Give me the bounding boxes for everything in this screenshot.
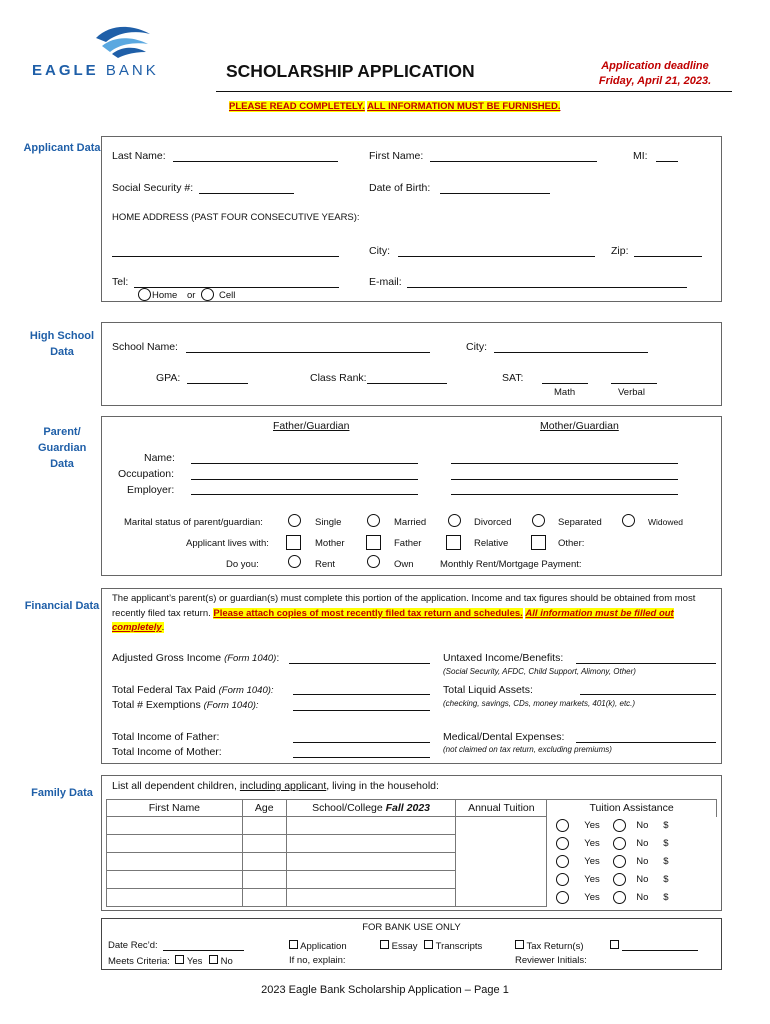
liquid-assets-field[interactable] <box>580 694 716 695</box>
lives-with-other-checkbox[interactable] <box>531 535 546 550</box>
separated-radio[interactable] <box>532 514 545 527</box>
agi-label <box>112 652 279 664</box>
mother-employer-field[interactable] <box>451 494 678 495</box>
own-radio[interactable] <box>367 555 380 568</box>
row5-school-cell[interactable] <box>286 889 456 907</box>
row3-yes-label: Yes <box>584 855 600 867</box>
parent-box <box>101 416 722 576</box>
row4-tuition-cell[interactable] <box>456 871 547 889</box>
lives-with-relative-label: Relative <box>474 538 509 549</box>
medical-field[interactable] <box>576 742 716 743</box>
row4-first-name-cell[interactable] <box>107 871 243 889</box>
ssn-field[interactable] <box>199 193 294 194</box>
section-title-financial: Financial Data <box>24 600 100 612</box>
col-school <box>286 800 456 817</box>
ssn-label: Social Security #: <box>112 182 194 194</box>
row5-yes-label: Yes <box>584 891 600 903</box>
tel-field[interactable] <box>134 287 339 288</box>
row2-school-cell[interactable] <box>286 835 456 853</box>
father-employer-field[interactable] <box>191 494 418 495</box>
tax-returns-check-row <box>515 940 583 952</box>
meets-criteria-row <box>108 955 233 967</box>
class-rank-field[interactable] <box>367 383 447 384</box>
divorced-radio[interactable] <box>448 514 461 527</box>
rent-radio[interactable] <box>288 555 301 568</box>
row4-yes-radio[interactable] <box>556 873 569 886</box>
liquid-assets-note: (checking, savings, CDs, money markets, 401(k), etc.) <box>443 699 636 708</box>
meets-yes-label: Yes <box>186 956 203 967</box>
family-intro-a: List all dependent children, <box>112 780 237 792</box>
cell-label: Cell <box>219 290 236 301</box>
fed-tax-field[interactable] <box>293 694 430 695</box>
home-phone-radio[interactable] <box>138 288 151 301</box>
row3-first-name-cell[interactable] <box>107 853 243 871</box>
tax-returns-label: Tax Return(s) <box>526 941 584 952</box>
notice-part2: ALL INFORMATION MUST BE FURNISHED. <box>367 101 561 112</box>
family-intro-b: , living in the household: <box>326 780 439 792</box>
own-label: Own <box>394 559 414 570</box>
mother-occupation-field[interactable] <box>451 479 678 480</box>
header-rule <box>216 91 732 92</box>
if-no-explain-label: If no, explain: <box>289 955 346 966</box>
untaxed-note: (Social Security, AFDC, Child Support, Alimony, Other) <box>443 667 636 676</box>
dob-field[interactable] <box>440 193 550 194</box>
financial-intro-end: . <box>161 622 165 633</box>
occupation-label: Occupation: <box>118 468 175 480</box>
row2-age-cell[interactable] <box>242 835 286 853</box>
agi-colon: : <box>276 652 280 664</box>
row5-no-label: No <box>636 891 649 903</box>
row5-tuition-cell[interactable] <box>456 889 547 907</box>
father-name-field[interactable] <box>191 463 418 464</box>
first-name-label: First Name: <box>369 150 424 162</box>
row2-yes-label: Yes <box>584 837 600 849</box>
table-row <box>107 853 717 871</box>
lives-with-label: Applicant lives with: <box>186 538 269 549</box>
lives-with-father-label: Father <box>394 538 422 549</box>
row5-assistance-cell <box>547 889 717 907</box>
widowed-label: Widowed <box>648 517 683 527</box>
other-doc-field[interactable] <box>622 950 698 951</box>
essay-checkbox[interactable] <box>380 940 389 949</box>
meets-criteria-label: Meets Criteria: <box>108 956 170 967</box>
family-intro <box>112 780 439 792</box>
table-row <box>107 871 717 889</box>
tel-label: Tel: <box>112 276 129 288</box>
row2-assistance-cell <box>547 835 717 853</box>
last-name-label: Last Name: <box>112 150 166 162</box>
untaxed-label: Untaxed Income/Benefits: <box>443 652 564 664</box>
row4-age-cell[interactable] <box>242 871 286 889</box>
exemptions-text: Total # Exemptions <box>112 699 201 711</box>
hs-city-label: City: <box>466 341 487 353</box>
gpa-field[interactable] <box>187 383 248 384</box>
monthly-payment-label: Monthly Rent/Mortgage Payment: <box>440 559 582 570</box>
section-title-parent: Parent/ Guardian Data <box>38 426 87 470</box>
row1-no-label: No <box>636 819 649 831</box>
mi-field[interactable] <box>656 161 678 162</box>
last-name-field[interactable] <box>173 161 338 162</box>
class-rank-label: Class Rank: <box>310 372 367 384</box>
income-mother-field[interactable] <box>293 757 430 758</box>
math-label: Math <box>554 387 576 398</box>
other-doc-checkbox[interactable] <box>610 940 619 949</box>
row5-age-cell[interactable] <box>242 889 286 907</box>
deadline-line2: Friday, April 21, 2023. <box>598 75 712 87</box>
single-radio[interactable] <box>288 514 301 527</box>
col-school-label: School/College <box>312 802 383 814</box>
lives-with-father-checkbox[interactable] <box>366 535 381 550</box>
section-title-high-school: High School Data <box>29 330 95 358</box>
row4-school-cell[interactable] <box>286 871 456 889</box>
row5-dollar-label: $ <box>663 891 669 903</box>
row1-school-cell[interactable] <box>286 817 456 835</box>
income-mother-label: Total Income of Mother: <box>112 746 222 758</box>
row2-yes-radio[interactable] <box>556 837 569 850</box>
row5-yes-radio[interactable] <box>556 891 569 904</box>
medical-label: Medical/Dental Expenses: <box>443 731 565 743</box>
zip-label: Zip: <box>611 245 629 257</box>
email-label: E-mail: <box>369 276 402 288</box>
city-label: City: <box>369 245 390 257</box>
lives-with-other-label: Other: <box>558 538 585 549</box>
lives-with-mother-label: Mother <box>315 538 345 549</box>
row5-first-name-cell[interactable] <box>107 889 243 907</box>
row1-tuition-cell[interactable] <box>456 817 547 835</box>
tax-returns-checkbox[interactable] <box>515 940 524 949</box>
dependents-header-row <box>107 800 717 817</box>
lives-with-relative-checkbox[interactable] <box>446 535 461 550</box>
row1-assistance-cell <box>547 817 717 835</box>
row1-yes-label: Yes <box>584 819 600 831</box>
table-row <box>107 835 717 853</box>
dob-label: Date of Birth: <box>369 182 431 194</box>
col-tuition: Annual Tuition <box>456 800 547 817</box>
untaxed-field[interactable] <box>576 663 716 664</box>
do-you-label: Do you: <box>226 559 259 570</box>
row3-age-cell[interactable] <box>242 853 286 871</box>
exemptions-field[interactable] <box>293 710 430 711</box>
row1-no-radio[interactable] <box>613 819 626 832</box>
row2-tuition-cell[interactable] <box>456 835 547 853</box>
essay-check-row <box>380 940 482 952</box>
row1-yes-radio[interactable] <box>556 819 569 832</box>
school-name-label: School Name: <box>112 341 178 353</box>
meets-no-label: No <box>220 956 233 967</box>
exemptions-label <box>112 699 259 711</box>
col-school-year: Fall 2023 <box>385 802 431 814</box>
fed-tax-label <box>112 684 274 696</box>
row3-dollar-label: $ <box>663 855 669 867</box>
row3-tuition-cell[interactable] <box>456 853 547 871</box>
logo-bank-text: BANK <box>105 62 159 79</box>
row4-no-label: No <box>636 873 649 885</box>
fed-tax-form: (Form 1040): <box>218 685 274 696</box>
home-address-field[interactable] <box>112 256 339 257</box>
hs-city-field[interactable] <box>494 352 648 353</box>
agi-form: (Form 1040) <box>224 653 277 664</box>
row3-no-label: No <box>636 855 649 867</box>
gpa-label: GPA: <box>156 372 181 384</box>
widowed-radio[interactable] <box>622 514 635 527</box>
married-radio[interactable] <box>367 514 380 527</box>
agi-text: Adjusted Gross Income <box>112 652 222 664</box>
application-checkbox[interactable] <box>289 940 298 949</box>
row3-assistance-cell <box>547 853 717 871</box>
eagle-bank-logo <box>28 24 168 80</box>
section-title-applicant: Applicant Data <box>23 142 101 154</box>
sat-verbal-field[interactable] <box>611 383 657 384</box>
father-guardian-heading: Father/Guardian <box>273 420 350 432</box>
mother-name-field[interactable] <box>451 463 678 464</box>
row1-age-cell[interactable] <box>242 817 286 835</box>
income-father-label: Total Income of Father: <box>112 731 220 743</box>
row4-assistance-cell <box>547 871 717 889</box>
single-label: Single <box>315 517 342 528</box>
city-field[interactable] <box>398 256 595 257</box>
rent-label: Rent <box>315 559 336 570</box>
meets-yes-checkbox[interactable] <box>175 955 184 964</box>
row3-no-radio[interactable] <box>613 855 626 868</box>
or-label: or <box>187 290 196 301</box>
liquid-assets-label: Total Liquid Assets: <box>443 684 533 696</box>
first-name-field[interactable] <box>430 161 597 162</box>
divorced-label: Divorced <box>474 517 512 528</box>
verbal-label: Verbal <box>618 387 645 398</box>
agi-field[interactable] <box>289 663 430 664</box>
income-father-field[interactable] <box>293 742 430 743</box>
row2-first-name-cell[interactable] <box>107 835 243 853</box>
home-label: Home <box>152 290 178 301</box>
financial-intro <box>112 592 710 636</box>
eagle-logo-icon <box>92 24 154 60</box>
mother-guardian-heading: Mother/Guardian <box>540 420 619 432</box>
home-address-label: HOME ADDRESS (PAST FOUR CONSECUTIVE YEARS): <box>112 212 360 223</box>
read-notice <box>229 101 560 112</box>
table-row <box>107 889 717 907</box>
logo-eagle-text: EAGLE <box>32 62 99 79</box>
cell-phone-radio[interactable] <box>201 288 214 301</box>
row4-no-radio[interactable] <box>613 873 626 886</box>
transcripts-label: Transcripts <box>435 941 483 952</box>
row1-first-name-cell[interactable] <box>107 817 243 835</box>
mi-label: MI: <box>633 150 648 162</box>
lives-with-mother-checkbox[interactable] <box>286 535 301 550</box>
zip-field[interactable] <box>634 256 702 257</box>
marital-status-label: Marital status of parent/guardian: <box>124 517 263 528</box>
row3-school-cell[interactable] <box>286 853 456 871</box>
date-recd-field[interactable] <box>163 950 244 951</box>
col-assistance: Tuition Assistance <box>547 800 717 817</box>
medical-note: (not claimed on tax return, excluding premiums) <box>443 745 612 754</box>
row5-no-radio[interactable] <box>613 891 626 904</box>
essay-label: Essay <box>391 941 418 952</box>
dependents-table <box>106 799 717 907</box>
date-recd-label: Date Rec’d: <box>108 940 158 951</box>
parent-name-label: Name: <box>144 452 175 464</box>
application-check-row <box>289 940 347 952</box>
application-label: Application <box>300 941 347 952</box>
row4-dollar-label: $ <box>663 873 669 885</box>
email-field[interactable] <box>407 287 687 288</box>
financial-intro-text: The applicant’s parent(s) or guardian(s) must complete this portion of the application. Income and tax figures should be obtained from most recently filed tax return. <box>112 593 696 619</box>
row4-yes-label: Yes <box>584 873 600 885</box>
financial-intro-red2: All information must be filled out completely <box>112 607 674 633</box>
col-first-name: First Name <box>107 800 243 817</box>
reviewer-initials-label: Reviewer Initials: <box>515 955 587 966</box>
meets-no-checkbox[interactable] <box>209 955 218 964</box>
married-label: Married <box>394 517 427 528</box>
section-title-family: Family Data <box>31 787 93 799</box>
sat-label: SAT: <box>502 372 524 384</box>
exemptions-form: (Form 1040): <box>203 700 259 711</box>
employer-label: Employer: <box>127 484 175 496</box>
row2-no-radio[interactable] <box>613 837 626 850</box>
bank-use-title: FOR BANK USE ONLY <box>362 922 461 933</box>
row2-no-label: No <box>636 837 649 849</box>
page-footer: 2023 Eagle Bank Scholarship Application – Page 1 <box>261 984 509 996</box>
row3-yes-radio[interactable] <box>556 855 569 868</box>
financial-intro-red1: Please attach copies of most recently filed tax return and schedules. <box>213 607 523 619</box>
father-occupation-field[interactable] <box>191 479 418 480</box>
col-age: Age <box>242 800 286 817</box>
page-title: SCHOLARSHIP APPLICATION <box>226 61 475 81</box>
sat-math-field[interactable] <box>542 383 588 384</box>
notice-part1: PLEASE READ COMPLETELY. <box>229 101 365 112</box>
row1-dollar-label: $ <box>663 819 669 831</box>
family-intro-u: including applicant <box>239 780 327 792</box>
school-name-field[interactable] <box>186 352 430 353</box>
row2-dollar-label: $ <box>663 837 669 849</box>
deadline-line1: Application deadline <box>601 60 709 72</box>
transcripts-checkbox[interactable] <box>424 940 433 949</box>
table-row <box>107 817 717 835</box>
fed-tax-text: Total Federal Tax Paid <box>112 684 216 696</box>
separated-label: Separated <box>558 517 602 528</box>
